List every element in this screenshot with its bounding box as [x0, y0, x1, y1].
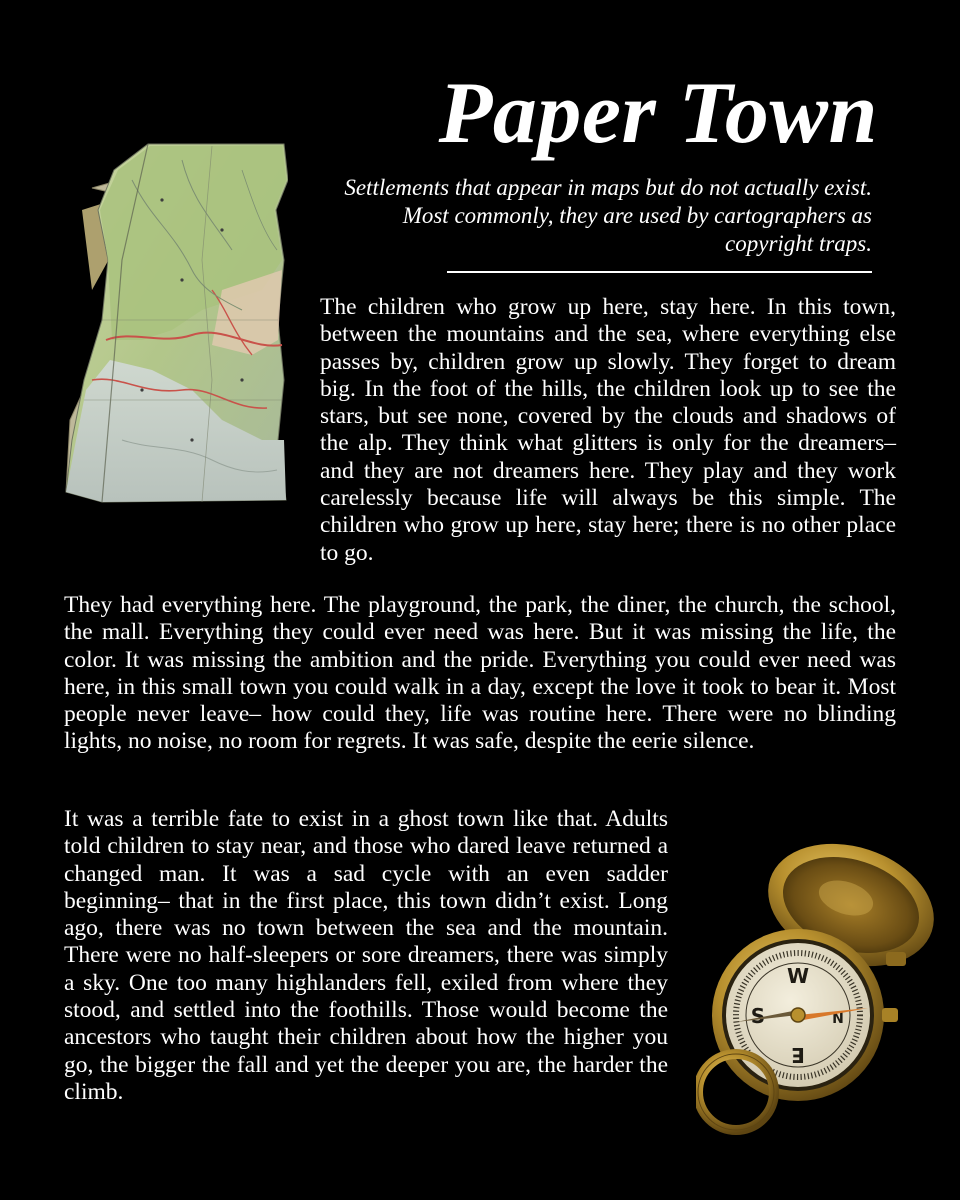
folded-map-icon [62, 140, 288, 505]
paragraph-3: It was a terrible fate to exist in a ghost town like that. Adults told children to stay near, and those who dared leave returned a changed man. It was a sad cycle with an even sadder beginning– that in the first place, this town didn’t exist. Long ago, there was no town between the sea and the mountain. There were no half-sleepers or sore dreamers, there was simply a sky. One too many highlanders fell, exiled from where they stood, and settled into the foothills. Those would become the ancestors who taught their children about how the higher you go, the bigger the fall and yet the deeper you are, the harder the climb. [64, 806, 668, 1105]
paragraph-2: They had everything here. The playground, the park, the diner, the church, the school, the mall. Everything they could ever need was here. But it was missing the life, the color. It was missing the ambition and the pride. Everything you could ever need was here, in this small town you could walk in a day, except the love it took to bear it. Most people never leave– how could they, life was routine here. There were no blinding lights, no noise, no room for regrets. It was safe, despite the eerie silence. [64, 592, 896, 755]
svg-text:N: N [832, 1011, 844, 1027]
paragraph-1: The children who grow up here, stay here. In this town, between the mountains and the sea, where everything else passes by, children grow up slowly. They forget to dream big. In the foot of the hills, the children look up to see the stars, but see none, covered by the clouds and shadows of the alp. They think what glitters is only for the dreamers– and they are not dreamers here. They play and they work carelessly because life will always be this simple. The children who grow up here, stay here; there is no other place to go. [320, 294, 896, 566]
brass-compass-icon [696, 840, 936, 1150]
title-divider [447, 271, 872, 273]
svg-text:W: W [786, 964, 810, 988]
page-title: Paper Town [438, 65, 878, 162]
svg-text:E: E [791, 1043, 805, 1067]
page-subtitle: Settlements that appear in maps but do not actually exist. Most commonly, they are used by cartographers as copyright traps. [344, 175, 872, 256]
svg-text:S: S [750, 1004, 766, 1028]
